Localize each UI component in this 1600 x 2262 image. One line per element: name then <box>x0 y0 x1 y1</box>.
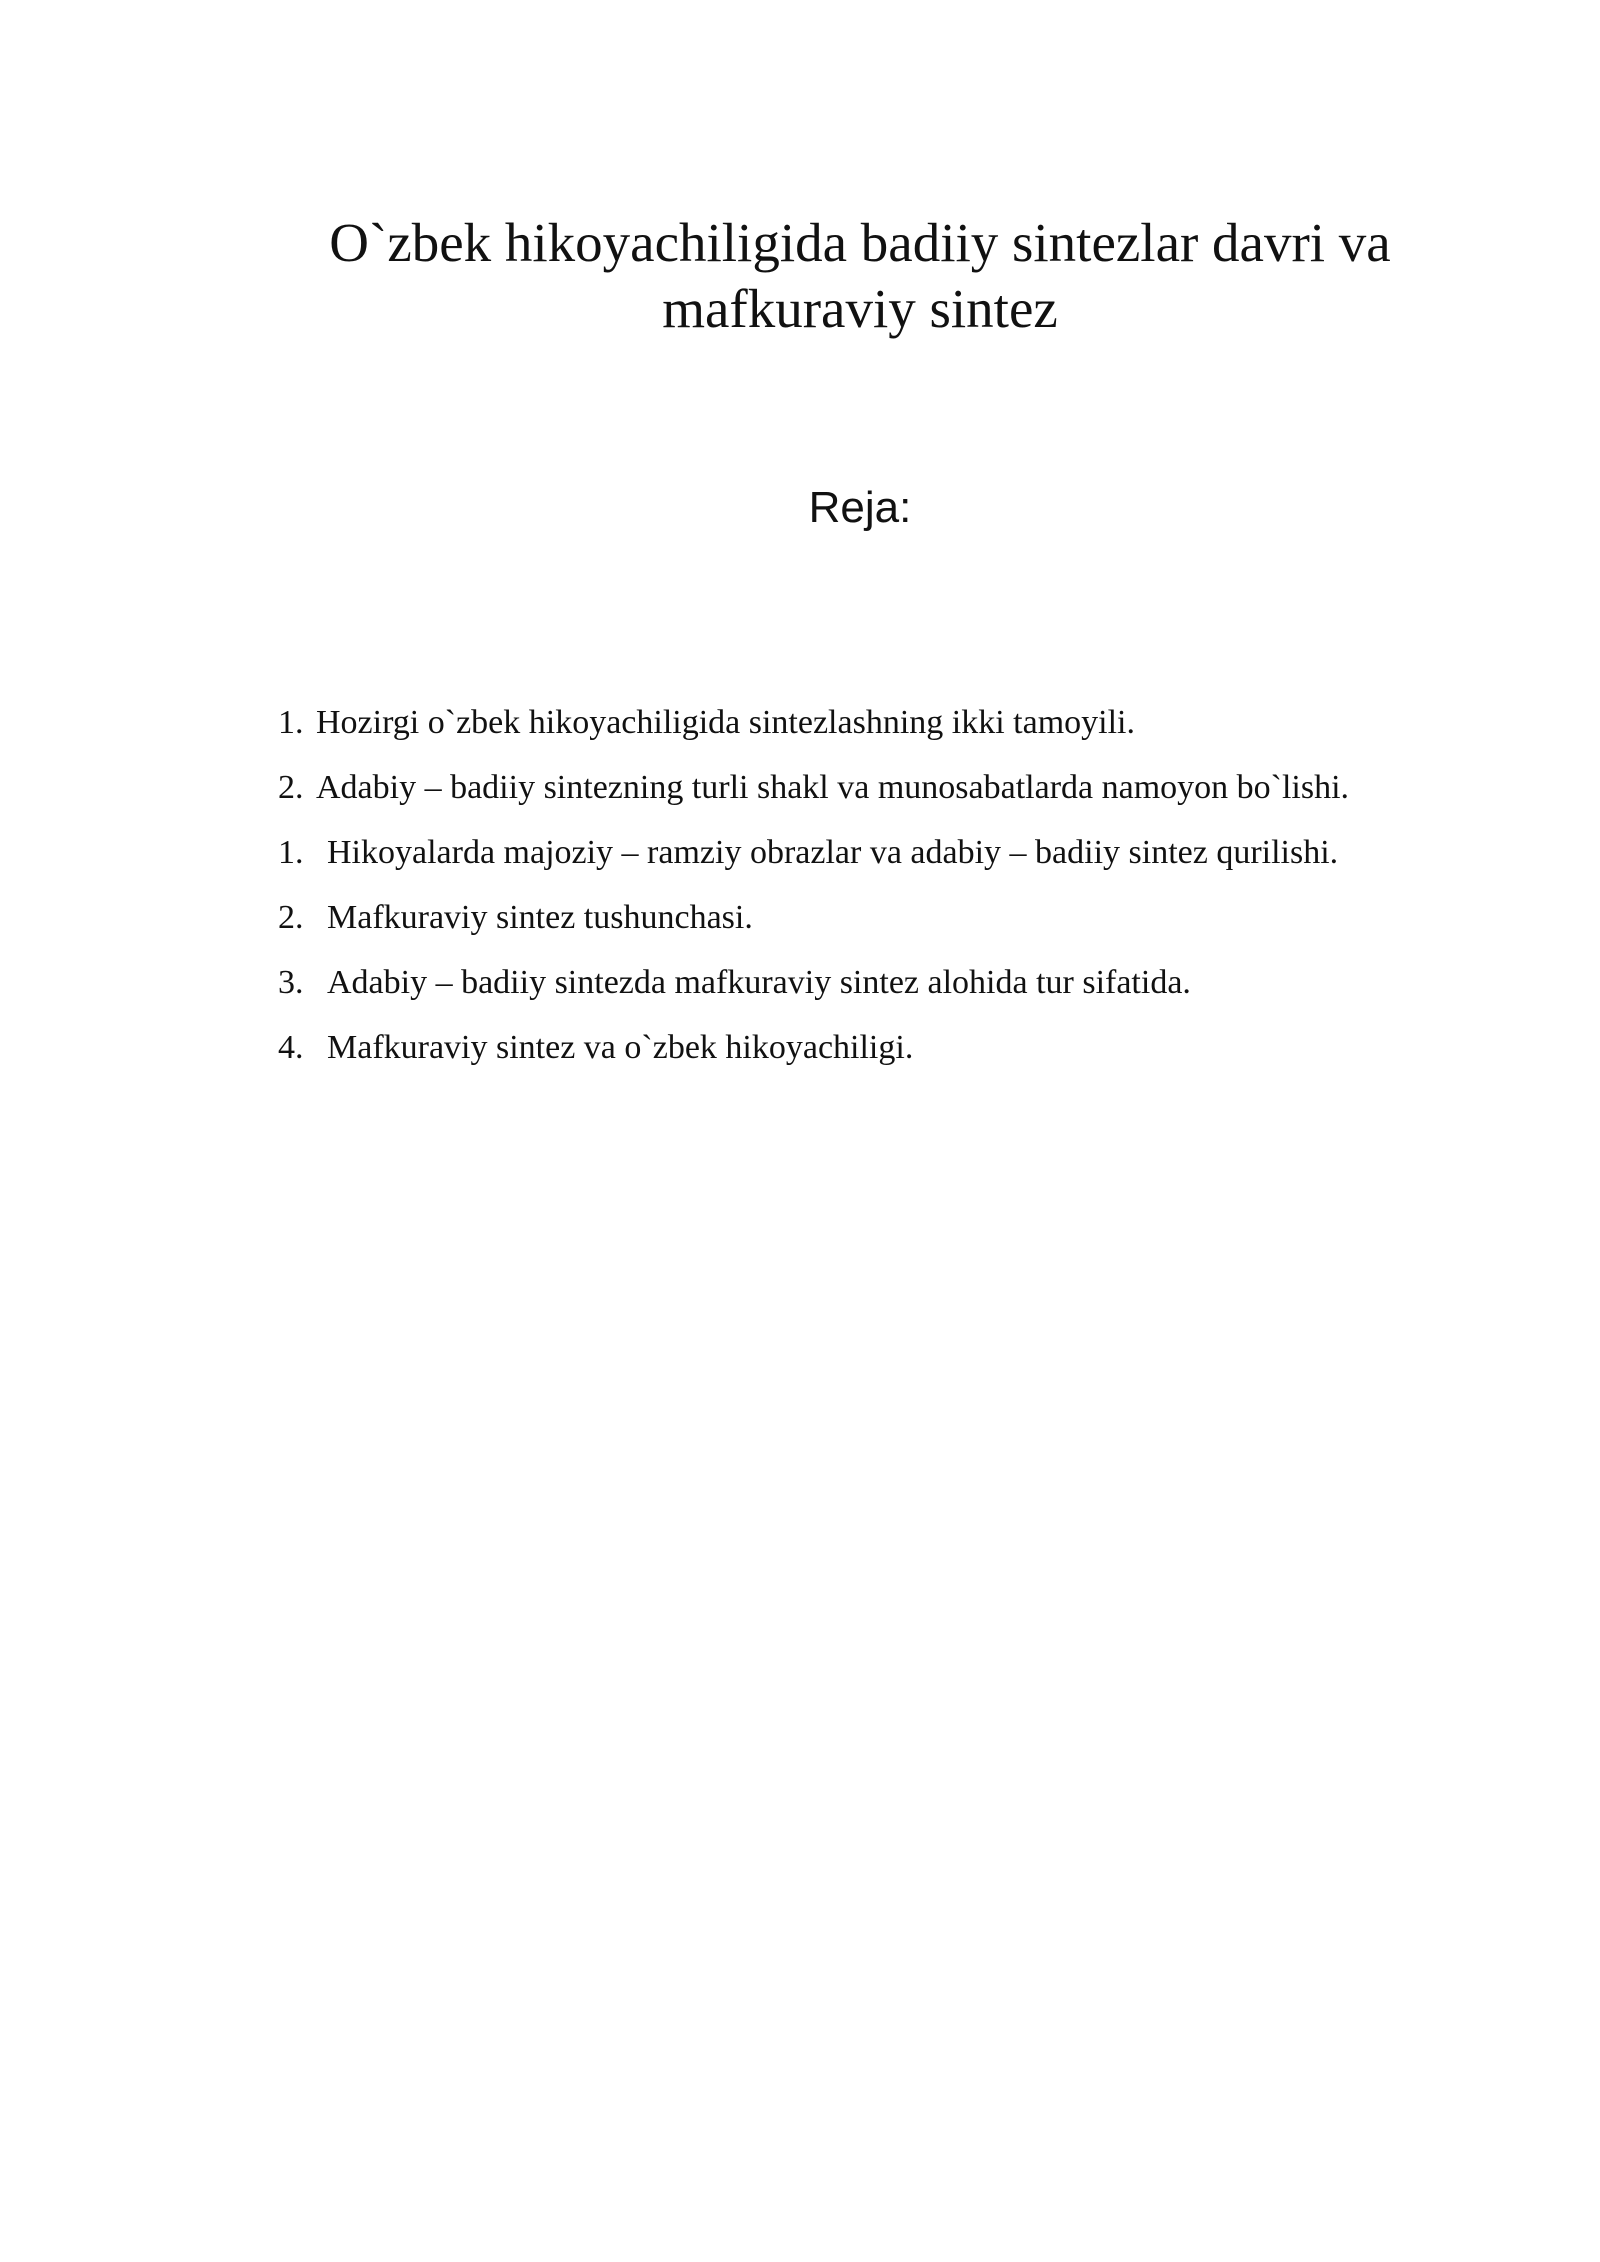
plan-item-text: Hozirgi o`zbek hikoyachiligida sintezlashning ikki tamoyili. <box>316 704 1135 741</box>
plan-item-text: Hikoyalarda majoziy – ramziy obrazlar va adabiy – badiiy sintez qurilishi. <box>327 834 1339 871</box>
plan-item <box>278 885 1538 950</box>
plan-item <box>278 820 1538 885</box>
plan-item-text: Mafkuraviy sintez tushunchasi. <box>327 899 753 936</box>
plan-item <box>278 950 1538 1015</box>
plan-item <box>278 755 1538 820</box>
plan-item-number: 2. <box>278 899 304 936</box>
plan-item-number: 4. <box>278 1029 304 1066</box>
plan-item <box>278 1015 1538 1080</box>
plan-item-text: Mafkuraviy sintez va o`zbek hikoyachiligi. <box>327 1029 914 1066</box>
document-title <box>220 210 1500 342</box>
plan-item-number: 1. <box>278 834 304 871</box>
plan-heading: Reja: <box>808 483 912 532</box>
document-title-line-1: O`zbek hikoyachiligida badiiy sintezlar davri va <box>329 212 1391 273</box>
plan-item-text: Adabiy – badiiy sintezning turli shakl va munosabatlarda namoyon bo`lishi. <box>316 769 1350 806</box>
plan-item <box>278 690 1538 755</box>
plan-list <box>278 690 1538 1080</box>
plan-item-number: 1. <box>278 704 304 741</box>
document-title-line-2: mafkuraviy sintez <box>662 278 1058 339</box>
plan-item-number: 3. <box>278 964 304 1001</box>
plan-item-text: Adabiy – badiiy sintezda mafkuraviy sintez alohida tur sifatida. <box>327 964 1191 1001</box>
plan-item-number: 2. <box>278 769 304 806</box>
